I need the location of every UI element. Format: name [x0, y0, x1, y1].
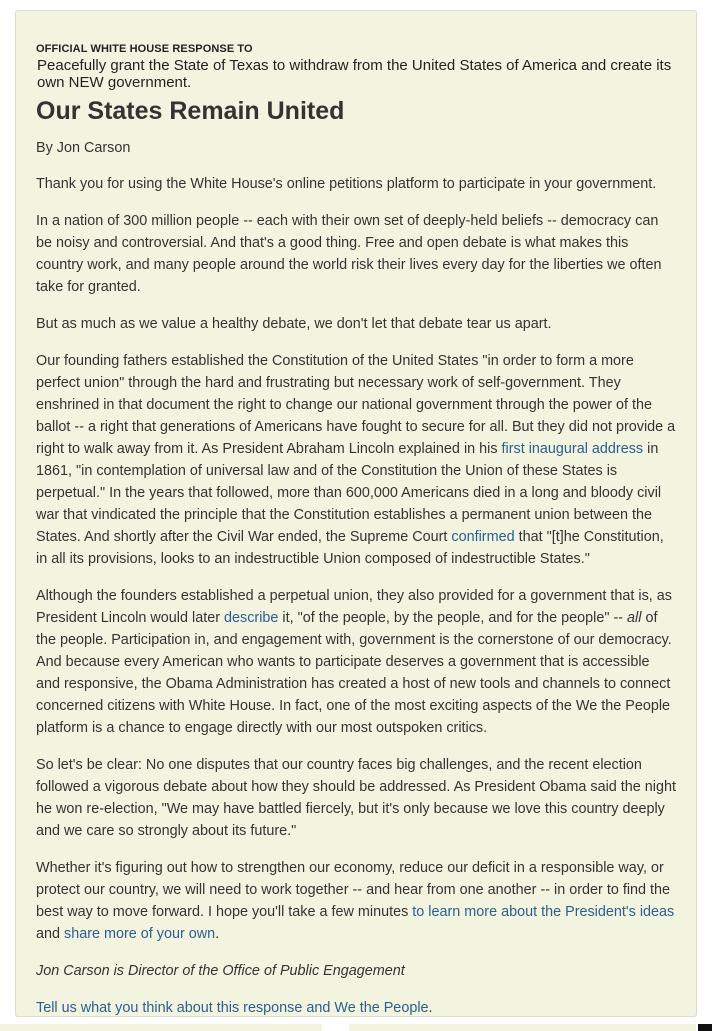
text-segment: Although the founders established a perpetual union, they also provided for a government that is, as President Lincoln would later: [36, 588, 672, 626]
paragraph-be-clear: So let's be clear: No one disputes that our country faces big challenges, and the recent election followed a vigorous debate about how they should be addressed. As President Obama said the night he won re-election, "We may have battled fiercely, but it's only because we love this country deeply and we care so strongly about its future.": [36, 757, 677, 839]
text-segment: of the people. Participation in, and engagement with, government is the cornerstone of our democracy. And because every American who wants to participate deserves a government that is accessible and responsive, the Obama Administration has created a host of new tools and channels to connect concerned citizens with White House. In fact, one of the most exciting aspects of the We the People platform is a chance to engage directly with our most outspoken critics.: [36, 610, 672, 736]
footer-corner: [698, 1024, 712, 1031]
response-kicker: OFFICIAL WHITE HOUSE RESPONSE TO: [36, 43, 253, 55]
paragraph-debate: But as much as we value a healthy debate, we don't let that debate tear us apart.: [36, 316, 552, 332]
text-segment: and: [36, 926, 65, 942]
confirmed-link[interactable]: confirmed: [451, 529, 515, 545]
text-segment: in 1861, "in contemplation of universal law and of the Constitution the Union of these States is perpetual." In the years that followed, more than 600,000 Americans died in a long and bloody civil war that vindicated the principle that the Constitution establishes a permanent union between the States. And shortly after the Civil War ended, the Supreme Court: [36, 441, 662, 545]
footer-panel-right: [349, 1024, 696, 1031]
paragraph-founding-fathers: [36, 350, 676, 570]
describe-link[interactable]: describe: [224, 610, 279, 626]
response-card: [15, 10, 697, 1017]
feedback-link[interactable]: Tell us what you think about this response and We the People: [36, 1000, 429, 1016]
text-segment: Our founding fathers established the Constitution of the United States "in order to form a more perfect union" through the hard and frustrating but necessary work of self-government. They enshrined in that document the right to change our national government through the power of the ballot -- a right that generations of Americans have fought to secure for all. But they did not provide a right to walk away from it. As President Abraham Lincoln explained in his: [36, 353, 676, 457]
paragraph-work-together: [36, 857, 676, 945]
share-your-own-link[interactable]: share more of your own: [64, 926, 216, 942]
paragraph-perpetual-union: [36, 585, 676, 739]
text-segment: that "[t]he Constitution, in all its provisions, looks to an indestructible Union composed of indestructible States.": [36, 529, 664, 567]
text-segment: .: [428, 1000, 433, 1016]
feedback-paragraph: [36, 997, 676, 1019]
first-inaugural-address-link[interactable]: first inaugural address: [501, 441, 644, 457]
text-segment: .: [215, 926, 220, 942]
byline: By Jon Carson: [36, 140, 131, 156]
paragraph-intro: Thank you for using the White House's online petitions platform to participate in your government.: [36, 176, 657, 192]
text-segment: Whether it's figuring out how to strengthen our economy, reduce our deficit in a responsible way, or protect our country, we will need to work together -- and hear from one another -- in order to find the best way to move forward. I hope you'll take a few minutes: [36, 860, 671, 920]
page-title: Our States Remain United: [36, 97, 345, 125]
footer-panel-left: [0, 1024, 322, 1031]
learn-presidents-ideas-link[interactable]: to learn more about the President's ideas: [412, 904, 675, 920]
author-note: Jon Carson is Director of the Office of Public Engagement: [36, 963, 405, 979]
text-segment: it, "of the people, by the people, and for the people" --: [278, 610, 628, 626]
paragraph-democracy: In a nation of 300 million people -- each with their own set of deeply-held beliefs -- democracy can be noisy and controversial. And that's a good thing. Free and open debate is what makes this country work, and many people around the world risk their lives every day for the liberties we often take for granted.: [36, 213, 662, 295]
emphasis-all: all: [627, 610, 642, 626]
petition-title: Peacefully grant the State of Texas to withdraw from the United States of America and create its own NEW government.: [37, 57, 672, 91]
